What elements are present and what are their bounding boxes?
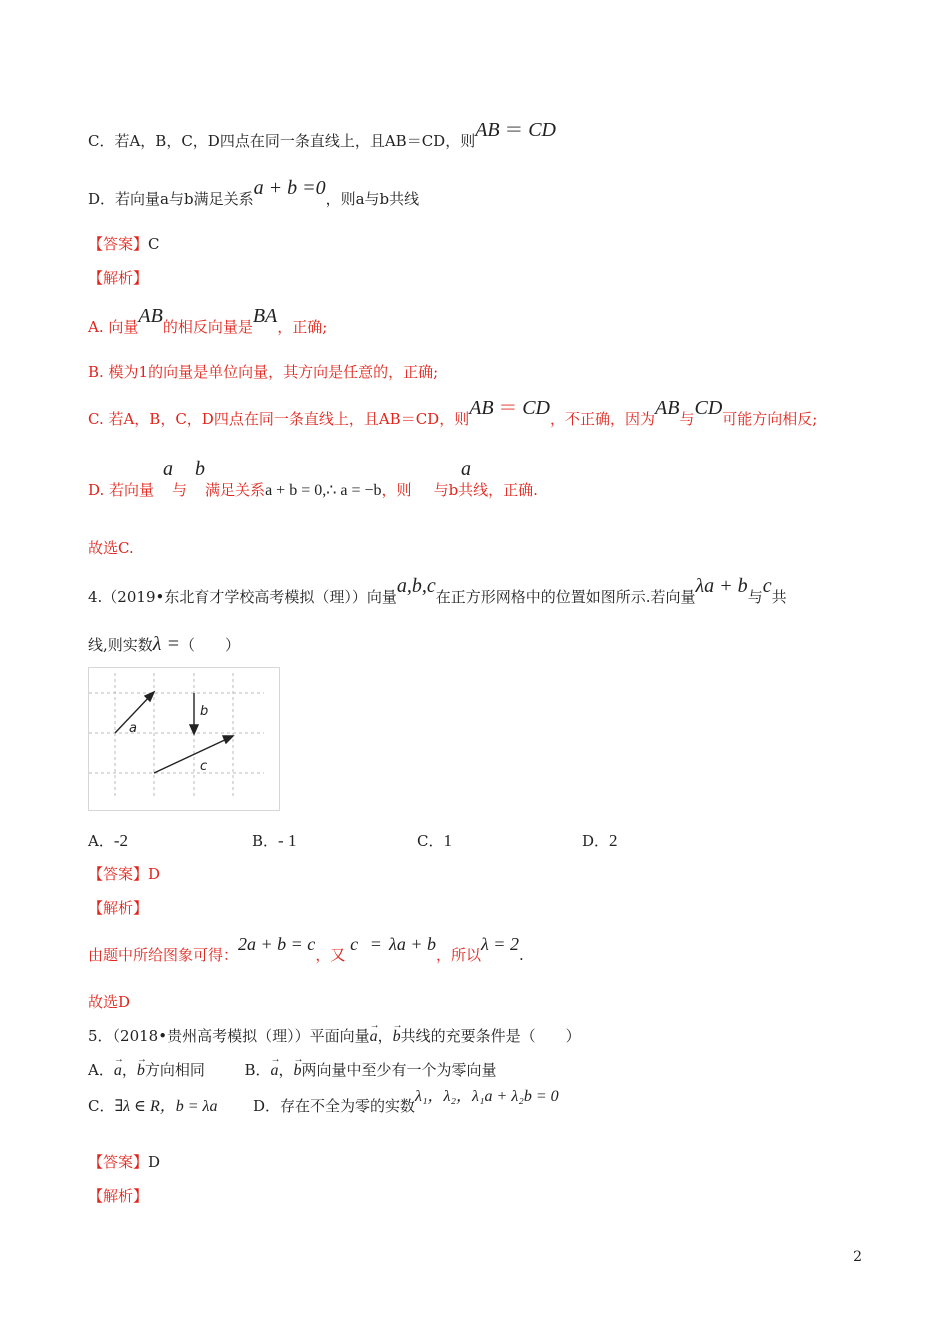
math-a-plus-b: a + b =0	[253, 177, 326, 199]
sol4-prefix: 由题中所给图象可得：	[88, 946, 239, 964]
math-relation: a + b = 0,∴ a = −b	[265, 482, 382, 499]
math-a-above: a	[163, 458, 173, 480]
sol-d-tail: 与b共线，正确.	[433, 481, 538, 499]
sol-d-ze: ，则	[381, 481, 412, 499]
option-d-text: D．若向量a与b满足关系	[88, 190, 254, 208]
option-c-line	[88, 119, 557, 151]
math-ab: AB	[469, 397, 494, 419]
math-abc: a,b,c	[396, 575, 436, 597]
math-c: c	[350, 934, 359, 954]
sol-c-mid: ，不正确，因为	[550, 410, 656, 428]
sol4-you: ，又	[315, 946, 346, 964]
q4-gong: 共	[771, 588, 787, 606]
sol-c-text: C. 若A，B，C，D四点在同一条直线上，且AB＝CD，则	[88, 410, 470, 428]
vector-grid-figure	[88, 667, 280, 811]
question-4-line1	[88, 575, 787, 607]
sol-a-text3: ，正确;	[277, 318, 328, 336]
answer-3	[88, 1152, 160, 1172]
math-lambda-a-b: λa + b	[389, 934, 436, 954]
q5-comma: ，	[377, 1027, 393, 1045]
option-value: 2	[609, 831, 618, 850]
sol-c-yu: 与	[679, 410, 695, 428]
q4-paren: （ ）	[179, 636, 240, 654]
option-value: - 1	[278, 831, 297, 850]
q5-opt-a-tail: 方向相同	[144, 1061, 205, 1079]
math-ab: AB	[138, 305, 163, 327]
sol4-suoyi: ，所以	[436, 946, 482, 964]
math-cd: CD	[522, 397, 551, 419]
option-value: 1	[443, 831, 452, 850]
q5-text: 5．（2018•贵州高考模拟（理））平面向量	[88, 1027, 370, 1045]
math-vec-b: → b	[393, 1027, 401, 1047]
math-ab: AB	[655, 397, 680, 419]
math-lambda-combination: λ₁，λ₂，λ₁a + λ₂b = 0	[415, 1088, 559, 1105]
math-eq: ＝	[504, 120, 524, 141]
sol4-dot: .	[518, 946, 524, 964]
math-lambda-2: λ = 2	[481, 934, 519, 954]
math-eq: =	[370, 934, 382, 954]
solution-d-line	[88, 480, 538, 501]
solution-4-line	[88, 934, 524, 965]
math-lambda: λ =	[152, 633, 180, 655]
math-cd: CD	[694, 397, 723, 419]
q5-opt-c-label: C．	[88, 1097, 115, 1115]
q5-opt-a-label: A．	[88, 1061, 114, 1079]
grid-lines	[89, 673, 264, 798]
q4-text: 4.（2019•东北育才学校高考模拟（理））向量	[88, 588, 397, 606]
solution-label-3: 【解析】	[88, 1187, 149, 1205]
sol-d-text: D. 若向量	[88, 481, 155, 499]
q4-option-c	[417, 830, 452, 851]
option-d-line	[88, 177, 420, 209]
answer-label: 【答案】	[88, 865, 149, 883]
label-b: b	[200, 704, 209, 719]
label-c: c	[200, 759, 208, 774]
sol-a-text2: 的相反向量是	[162, 318, 253, 336]
q4-line2-text: 线,则实数	[88, 636, 153, 654]
sol-d-rel: 满足关系	[205, 481, 266, 499]
answer-value: D	[148, 1153, 161, 1171]
q5-comma: ，	[121, 1061, 137, 1079]
option-label: C．	[417, 832, 444, 850]
math-cd: CD	[528, 119, 557, 141]
answer-2	[88, 864, 160, 884]
q5-opt-b-tail: 两向量中至少有一个为零向量	[301, 1061, 497, 1079]
math-c: c	[762, 575, 772, 597]
label-a: a	[129, 721, 137, 736]
option-value: -2	[113, 831, 129, 850]
math-2a-b-c: 2a + b = c	[238, 934, 316, 954]
math-vec-a: → a	[270, 1061, 278, 1081]
answer-label: 【答案】	[88, 1153, 149, 1171]
q4-mid: 在正方形网格中的位置如图所示.若向量	[435, 588, 696, 606]
grid-svg	[89, 668, 279, 810]
math-vec-b: → b	[137, 1061, 145, 1081]
q4-yu: 与	[747, 588, 763, 606]
answer-1	[88, 234, 160, 254]
q5-comma: ，	[278, 1061, 294, 1079]
answer-value: C	[148, 235, 160, 253]
math-exists-lambda: ∃λ ∈ R，	[114, 1098, 176, 1115]
sol-d-yu: 与	[172, 481, 188, 499]
q5-opt-b-label: B．	[244, 1061, 271, 1079]
math-vec-a: → a	[114, 1061, 122, 1081]
solution-c-line	[88, 397, 818, 429]
option-label: B．	[252, 832, 279, 850]
pick-2: 故选D	[88, 993, 131, 1011]
q5-opt-d-label: D．存在不全为零的实数	[253, 1097, 416, 1115]
math-vec-a: → a	[370, 1027, 378, 1047]
q5-options-cd	[88, 1088, 559, 1117]
math-b-lambda-a: b = λa	[175, 1098, 218, 1115]
math-b-above: b	[195, 458, 205, 480]
question-5-line	[88, 1026, 581, 1047]
answer-label: 【答案】	[88, 235, 149, 253]
q5-options-ab	[88, 1060, 497, 1081]
option-label: A．	[88, 832, 114, 850]
question-4-line2	[88, 634, 240, 655]
pick-1: 故选C.	[88, 539, 134, 557]
solution-label-2: 【解析】	[88, 899, 149, 917]
solution-label-1: 【解析】	[88, 269, 149, 287]
math-lambda-a-b: λa + b	[695, 575, 748, 597]
math-vec-b: → b	[293, 1061, 301, 1081]
q5-tail: 共线的充要条件是（ ）	[400, 1027, 581, 1045]
math-ab: AB	[475, 119, 500, 141]
sol-a-text: A. 向量	[88, 318, 139, 336]
q4-option-a	[88, 830, 128, 851]
q4-option-b	[252, 830, 296, 851]
option-d-suffix: ，则a与b共线	[325, 190, 420, 208]
answer-value: D	[148, 865, 161, 883]
page-number: 2	[853, 1249, 862, 1265]
solution-a-line	[88, 305, 328, 337]
q4-option-d	[582, 830, 618, 851]
vector-c-arrowhead	[223, 736, 233, 743]
math-a2-above: a	[461, 458, 471, 480]
vector-c	[154, 738, 229, 773]
solution-b-line: B. 模为1的向量是单位向量，其方向是任意的，正确;	[88, 363, 439, 381]
sol-c-tail: 可能方向相反;	[722, 410, 818, 428]
option-label: D．	[582, 832, 610, 850]
math-ba: BA	[252, 305, 278, 327]
math-eq: ＝	[498, 398, 518, 419]
option-c-text: C．若A，B，C，D四点在同一条直线上，且AB＝CD，则	[88, 132, 476, 150]
